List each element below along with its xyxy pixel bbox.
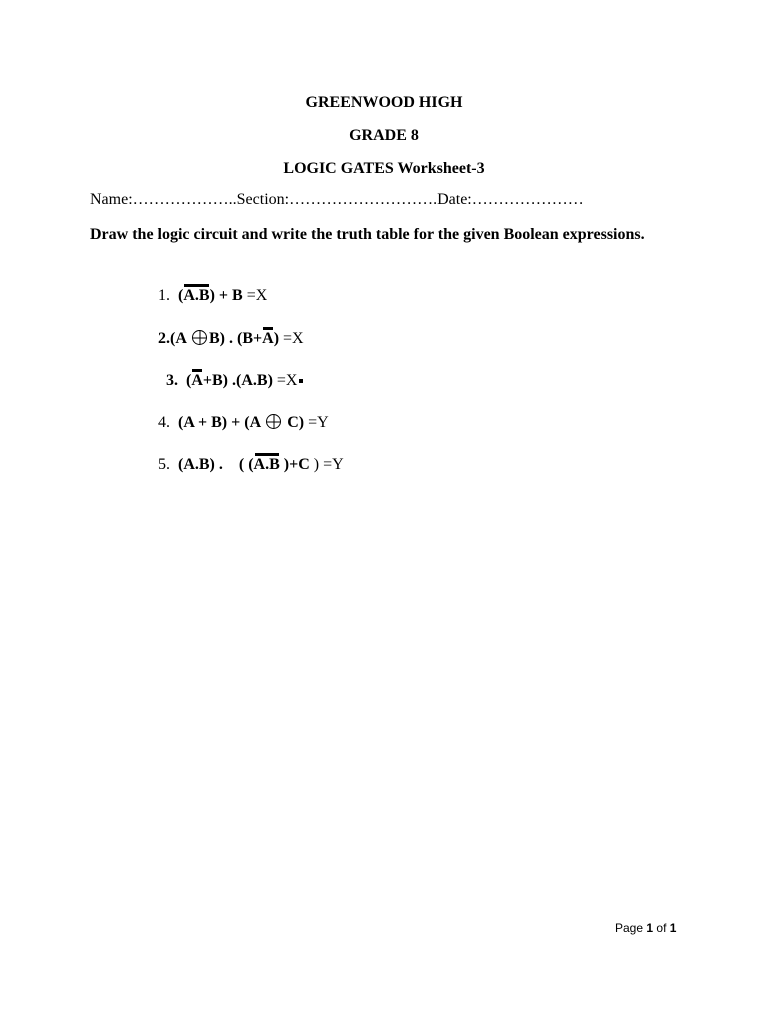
question-number: 2. bbox=[158, 330, 170, 347]
name-section-date-line: Name:………………..Section:……………………….Date:………………… bbox=[90, 191, 584, 208]
expr-part: (A bbox=[170, 330, 190, 347]
xor-icon bbox=[266, 414, 281, 429]
expression bbox=[178, 456, 310, 473]
expr-part: (A + B) + (A bbox=[178, 414, 265, 431]
question-2 bbox=[158, 330, 304, 348]
expr-part: )+C bbox=[279, 456, 310, 473]
question-number: 4. bbox=[158, 414, 170, 431]
expr-part: +B) .(A.B) bbox=[202, 372, 273, 389]
overline-term: A bbox=[262, 330, 274, 347]
of-word: of bbox=[656, 921, 667, 935]
expression bbox=[178, 414, 304, 431]
expr-part: B) . (B+ bbox=[209, 330, 263, 347]
expr-part: C) bbox=[283, 414, 305, 431]
xor-icon bbox=[192, 330, 207, 345]
page-word: Page bbox=[615, 921, 644, 935]
expression bbox=[186, 372, 273, 389]
page-number: 1 bbox=[646, 921, 654, 935]
expr-part: (A.B) . bbox=[178, 456, 223, 473]
expr-part: ) + B bbox=[209, 287, 243, 304]
expr-part: ) bbox=[273, 330, 280, 347]
expression-result: =X bbox=[272, 372, 298, 389]
school-title: GREENWOOD HIGH bbox=[305, 94, 463, 111]
expression-result: =X bbox=[279, 330, 304, 347]
expression-result: =Y bbox=[304, 414, 329, 431]
question-1 bbox=[158, 287, 267, 305]
overline-term: A.B bbox=[183, 287, 210, 304]
expression bbox=[178, 287, 243, 304]
page-total: 1 bbox=[669, 921, 677, 935]
grade-title: GRADE 8 bbox=[349, 127, 419, 144]
bullet-dot-icon bbox=[299, 379, 303, 383]
instructions: Draw the logic circuit and write the truth table for the given Boolean expressions. bbox=[90, 226, 645, 243]
question-4 bbox=[158, 414, 329, 432]
overline-term: A bbox=[191, 372, 203, 389]
page-footer bbox=[615, 921, 676, 935]
expr-part: ( bbox=[178, 287, 184, 304]
expression bbox=[170, 330, 279, 347]
expression-result: ) =Y bbox=[309, 456, 344, 473]
question-5 bbox=[158, 456, 344, 474]
worksheet-title: LOGIC GATES Worksheet-3 bbox=[283, 160, 485, 177]
expr-part: ( ( bbox=[238, 456, 254, 473]
question-number: 1. bbox=[158, 287, 170, 304]
question-3 bbox=[166, 372, 303, 390]
expr-part: ( bbox=[186, 372, 192, 389]
question-number: 3. bbox=[166, 372, 178, 389]
expression-result: =X bbox=[242, 287, 268, 304]
overline-term: A.B bbox=[253, 456, 280, 473]
question-number: 5. bbox=[158, 456, 170, 473]
